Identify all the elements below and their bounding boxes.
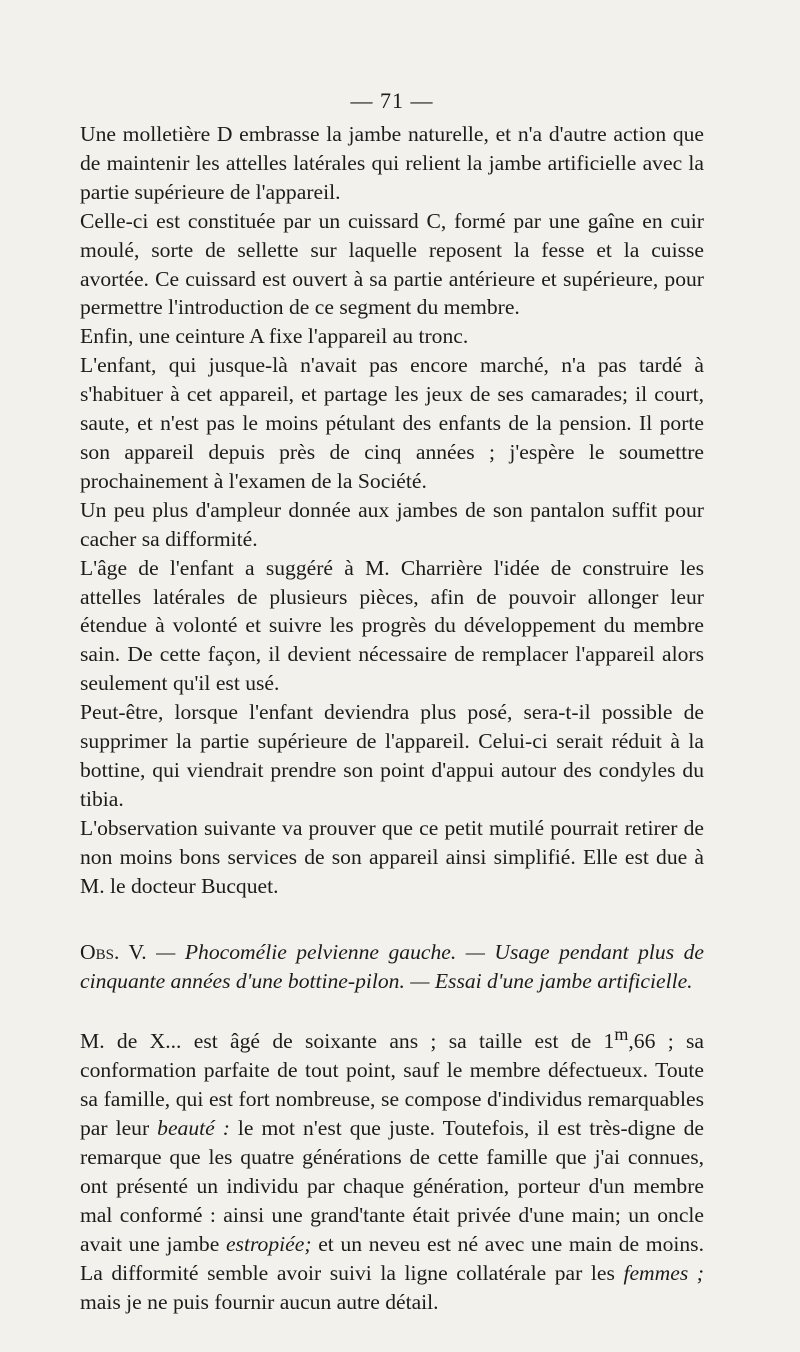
paragraph-7: Peut-être, lorsque l'enfant deviendra plus posé, sera-t-il possible de supprimer la partie supérieure de l'appareil. Celui-ci serait réduit à la bottine, qui viendrait prendre son point d'appui autour des condyles du tibia. [80, 700, 704, 811]
paragraph-3: Enfin, une ceinture A fixe l'appareil au tronc. [80, 324, 469, 349]
final-text-5: mais je ne puis fournir aucun autre détail. [80, 1289, 439, 1314]
paragraph-8: L'observation suivante va prouver que ce petit mutilé pourrait retirer de non moins bons services de son appareil ainsi simplifié. Elle est due à M. le docteur Bucquet. [80, 815, 704, 898]
observation-heading [80, 938, 704, 996]
final-emphasis-1: beauté : [157, 1116, 230, 1141]
final-text-4: et un neveu est né avec une main de moins. La difformité semble avoir suivi la ligne collatérale par les [80, 1231, 704, 1285]
observation-title: — Phocomélie pelvienne gauche. — Usage pendant plus de cinquante années d'une bottine-pilon. — Essai d'une jambe artificielle. [80, 940, 704, 994]
observation-label: Obs. V. [80, 940, 147, 965]
final-text-1: M. de X... est âgé de soixante ans ; sa taille est de 1 [80, 1029, 615, 1054]
final-text-2: ,66 ; sa conformation parfaite de tout point, sauf le membre défectueux. Toute sa famille, qui est fort nombreuse, se compose d'individus remarquables par leur [80, 1029, 704, 1141]
final-emphasis-3: femmes ; [623, 1260, 704, 1285]
paragraph-6: L'âge de l'enfant a suggéré à M. Charrière l'idée de construire les attelles latérales de plusieurs pièces, afin de pouvoir allonger leur étendue à volonté et suivre les progrès du développement du membre sain. De cette façon, il devient nécessaire de remplacer l'appareil alors seulement qu'il est usé. [80, 555, 704, 696]
paragraph-4: L'enfant, qui jusque-là n'avait pas encore marché, n'a pas tardé à s'habituer à cet appareil, et partage les jeux de ses camarades; il court, saute, et n'est pas le moins pétulant des enfants de la pension. Il porte son appareil depuis près de cinq années ; j'espère le soumettre prochainement à l'examen de la Société. [80, 353, 704, 493]
paragraph-2: Celle-ci est constituée par un cuissard C, formé par une gaîne en cuir moulé, sorte de sellette sur laquelle reposent la fesse et la cuisse avortée. Ce cuissard est ouvert à sa partie antérieure et supérieure, pour permettre l'introduction de ce segment du membre. [80, 208, 704, 320]
final-text-3: le mot n'est que juste. Toutefois, il est très-digne de remarque que les quatre générations de cette famille que j'ai connues, ont présenté un individu par chaque génération, porteur d'un membre mal conformé : ainsi une grand'tante était privée d'une main; un oncle avait une jambe [80, 1116, 704, 1256]
final-emphasis-2: estropiée; [225, 1231, 312, 1256]
paragraph-final [80, 1020, 704, 1316]
paragraph-1: Une molletière D embrasse la jambe naturelle, et n'a d'autre action que de maintenir les attelles latérales qui relient la jambe artificielle avec la partie supérieure de l'appareil. [80, 122, 704, 204]
spacer [80, 996, 704, 1020]
paragraph-5: Un peu plus d'ampleur donnée aux jambes de son pantalon suffit pour cacher sa difformité. [80, 497, 704, 551]
final-superscript: m [614, 1024, 629, 1045]
page-number: — 71 — [350, 88, 434, 113]
